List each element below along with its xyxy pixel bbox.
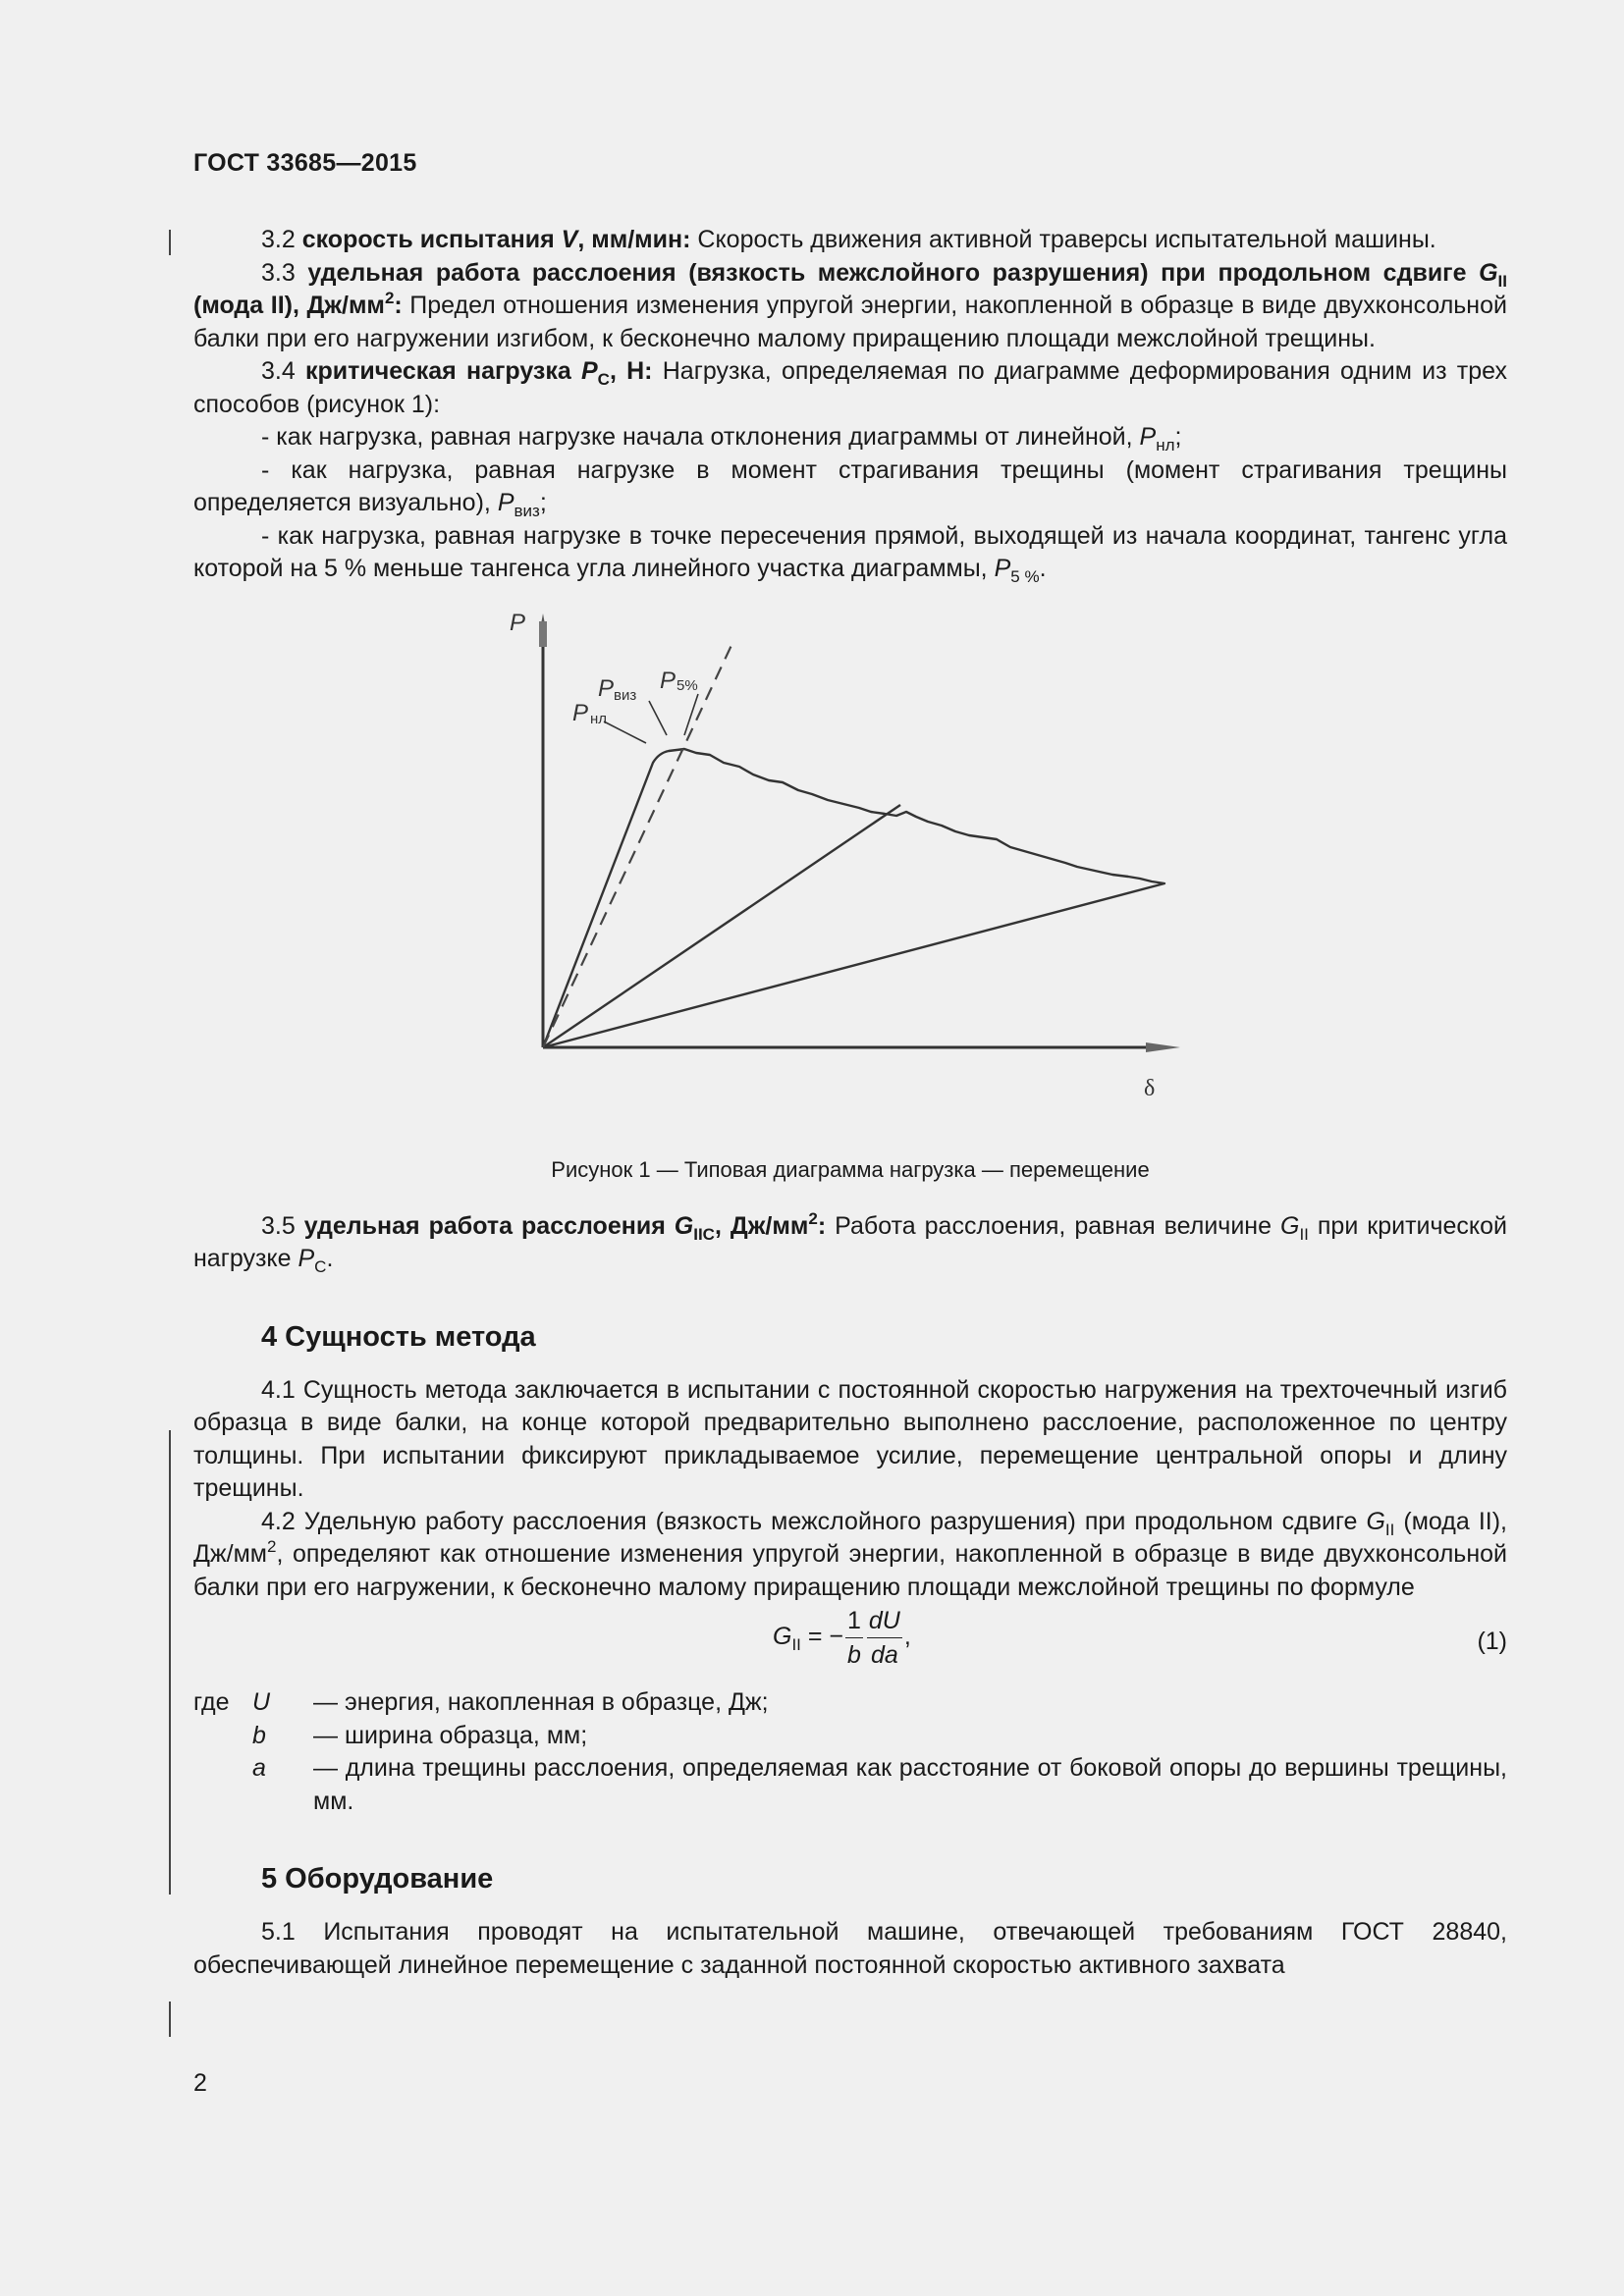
- list-item: - как нагрузка, равная нагрузке начала отклонения диаграммы от линейной, $P_{нл}$;: [261, 423, 1182, 454]
- term: удельная работа расслоения $G_{IIC}$, $Дж/мм^2$:: [295, 1208, 827, 1244]
- leader-line-nl: [604, 721, 646, 743]
- label-p-5: P: [660, 667, 677, 694]
- figure-caption: Рисунок 1 — Типовая диаграмма нагрузка — перемещение: [551, 1156, 1150, 1182]
- change-bar: [169, 1430, 171, 1895]
- variable-definitions: [193, 1686, 1507, 1818]
- label-p-5-sub: 5%: [677, 676, 698, 694]
- paragraph-4-1: 4.1 Сущность метода заключается в испытании с постоянной скоростью нагружения на трехточечный изгиб образца в виде балки, на конце которой предварительно выполнено расслоение, расположенное по центру толщины. При испытании фиксируют прикладываемое усилие, перемещение центральной опоры и длину трещины.: [193, 1375, 1507, 1502]
- variable-symbol: b: [252, 1721, 266, 1749]
- load-displacement-diagram: [488, 606, 1215, 1151]
- label-p-nl: P: [572, 699, 589, 726]
- variable-description: — длина трещины расслоения, определяемая как расстояние от боковой опоры до вершины трещины, мм.: [313, 1754, 1507, 1815]
- x-axis-label: δ: [1144, 1075, 1156, 1101]
- definition-text: Скорость движения активной траверсы испытательной машины.: [690, 226, 1436, 253]
- paragraph-3-2: [193, 224, 1507, 257]
- definition-text: Нагрузка, определяемая по диаграмме деформирования одним из трех способов (рисунок 1):: [193, 357, 1508, 418]
- y-axis-label: P: [510, 609, 526, 636]
- fraction: $\frac{dU}{da}$: [867, 1604, 902, 1672]
- paragraph-4-2: 4.2 Удельную работу расслоения (вязкость межслойного разрушения) при продольном сдвиге $G_{II}$ (мода II), $Дж/мм^2$, определяют как отношение изменения упругой энергии, накопленной в образце в виде двухконсольной балки при его нагружении, к бесконечно малому приращению площади межслойной трещины по формуле: [193, 1507, 1507, 1601]
- load-curve: [543, 749, 1164, 1047]
- variable-description: — ширина образца, мм;: [313, 1721, 588, 1749]
- x-axis-arrow-icon: [1146, 1042, 1180, 1052]
- term: удельная работа расслоения (вязкость межслойного разрушения) при продольном сдвиге $G_{II}$ (мода II), $Дж/мм^2$:: [193, 258, 1507, 319]
- where-label: где: [193, 1688, 230, 1716]
- y-axis-tick: [539, 621, 547, 647]
- clause-number: 3.3: [261, 258, 296, 287]
- clause-number: 3.2: [261, 226, 296, 253]
- term: скорость испытания V, мм/мин:: [301, 226, 691, 253]
- paragraph-3-4: [193, 355, 1507, 421]
- variable-symbol: U: [252, 1688, 271, 1716]
- list-item: - как нагрузка, равная нагрузке в точке пересечения прямой, выходящей из начала координат, тангенс угла которой на 5 % меньше тангенса угла линейного участка диаграммы, $P_{5 \%}$.: [193, 521, 1507, 586]
- figure-1: [193, 606, 1507, 1151]
- formula-expression: $G_{II}$ = − $\frac{1}{b}$ $\frac{dU}{da}$ ,: [773, 1604, 911, 1672]
- label-p-viz: P: [598, 674, 615, 702]
- paragraph-5-1: 5.1 Испытания проводят на испытательной машине, отвечающей требованиям ГОСТ 28840, обеспечивающей линейное перемещение с заданной постоянной скоростью активного захвата: [193, 1918, 1507, 1979]
- list-item: - как нагрузка, равная нагрузке в момент страгивания трещины (момент страгивания трещины определяется визуально), $P_{виз}$;: [193, 455, 1507, 520]
- load-curve: [543, 805, 900, 1047]
- page-number: 2: [193, 2069, 207, 2097]
- formula-number: (1): [1477, 1628, 1507, 1655]
- leader-line-viz: [649, 701, 667, 735]
- clause-number: 3.5: [261, 1211, 296, 1240]
- section-heading-4: 4 Сущность метода: [261, 1320, 536, 1353]
- page-header: ГОСТ 33685—2015: [193, 149, 417, 177]
- fraction: $\frac{1}{b}$: [845, 1604, 863, 1672]
- paragraph-3-3: [193, 257, 1507, 356]
- label-p-nl-sub: нл: [590, 710, 608, 727]
- change-bar: [169, 2002, 171, 2037]
- label-p-viz-sub: виз: [614, 686, 637, 704]
- variable-symbol: a: [252, 1754, 266, 1782]
- definition-text: Предел отношения изменения упругой энергии, накопленной в образце в виде двухконсольной балки при его нагружении изгибом, к бесконечно малому приращению площади межслойной трещины.: [193, 292, 1507, 352]
- body-text: [193, 224, 1507, 1982]
- section-heading-5: 5 Оборудование: [261, 1863, 494, 1895]
- change-bar: [169, 230, 171, 255]
- clause-number: 3.4: [261, 357, 296, 385]
- term: критическая нагрузка $P_C$, Н:: [295, 357, 653, 389]
- paragraph-3-5: 3.5 удельная работа расслоения $G_{IIC}$, $Дж/мм^2$: Работа расслоения, равная величине $G_{II}$ при критической нагрузке $P_C$.: [193, 1208, 1508, 1276]
- variable-description: — энергия, накопленная в образце, Дж;: [313, 1688, 769, 1716]
- formula-1: [193, 1604, 1507, 1686]
